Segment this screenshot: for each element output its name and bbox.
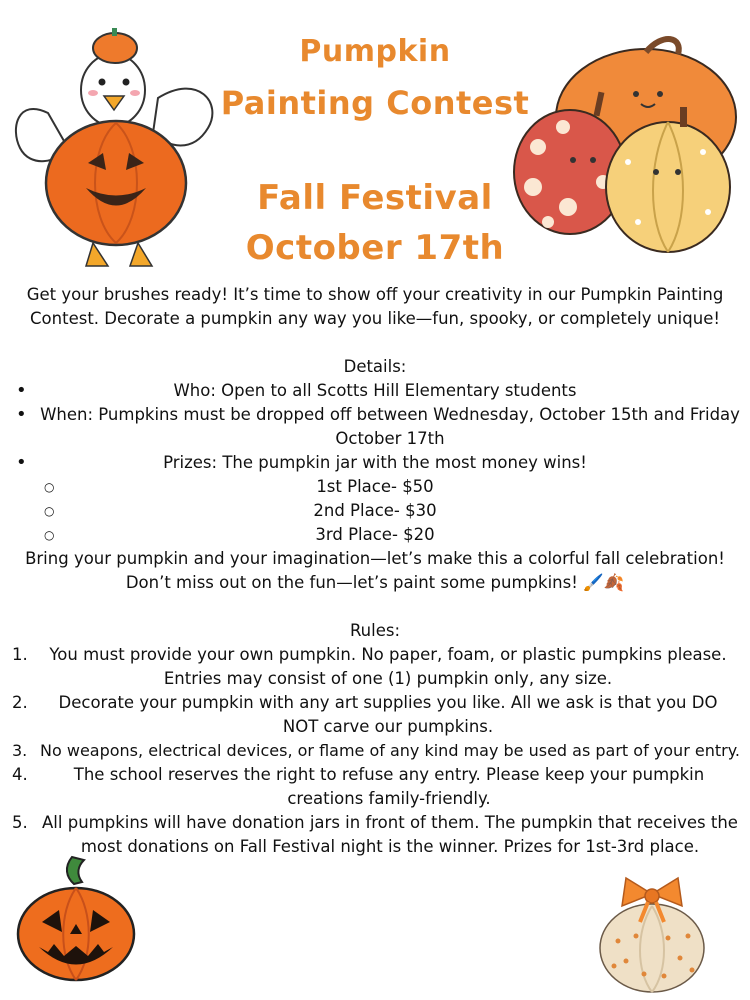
rule-item xyxy=(0,739,750,763)
rule-number: 5. xyxy=(12,813,28,832)
list-item xyxy=(0,499,750,523)
rule-text: No weapons, electrical devices, or flame of any kind may be used as part of your entry. xyxy=(40,741,740,760)
bow-pumpkin-illustration xyxy=(596,866,708,994)
details-who: Who: Open to all Scotts Hill Elementary students xyxy=(173,381,577,400)
circle-bullet-icon: ○ xyxy=(44,480,55,494)
event-date: October 17th xyxy=(245,228,505,268)
closing-line-1: Bring your pumpkin and your imagination—let’s make this a colorful fall celebration! xyxy=(25,549,725,568)
rule-item xyxy=(0,691,750,739)
rule-text: All pumpkins will have donation jars in front of them. The pumpkin that receives the most donations on Fall Festival night is the winner. Prizes for 1st-3rd place. xyxy=(42,813,738,856)
details-when: When: Pumpkins must be dropped off between Wednesday, October 15th and Friday October 17th xyxy=(40,405,740,448)
rule-text: You must provide your own pumpkin. No paper, foam, or plastic pumpkins please. Entries may consist of one (1) pumpkin only, any size. xyxy=(49,645,727,688)
rule-number: 3. xyxy=(12,741,28,760)
bullet-icon: • xyxy=(16,452,27,473)
details-heading: Details: xyxy=(343,357,407,376)
circle-bullet-icon: ○ xyxy=(44,528,55,542)
title-line-1: Pumpkin xyxy=(299,34,451,69)
closing-line-2: Don’t miss out on the fun—let’s paint some pumpkins! 🖌️🍂 xyxy=(125,573,625,592)
bullet-icon: • xyxy=(16,404,27,425)
prize-first: 1st Place- $50 xyxy=(316,477,434,496)
circle-bullet-icon: ○ xyxy=(44,504,55,518)
rule-item xyxy=(0,763,750,811)
bullet-icon: • xyxy=(16,380,27,401)
rules-heading: Rules: xyxy=(349,621,401,640)
rule-number: 1. xyxy=(12,645,28,664)
rule-text: The school reserves the right to refuse any entry. Please keep your pumpkin creations family-friendly. xyxy=(73,765,705,808)
event-name: Fall Festival xyxy=(257,178,493,218)
details-prizes: Prizes: The pumpkin jar with the most money wins! xyxy=(163,453,587,472)
list-item xyxy=(0,379,750,403)
rule-text: Decorate your pumpkin with any art supplies you like. All we ask is that you DO NOT carve our pumpkins. xyxy=(58,693,718,736)
rule-number: 2. xyxy=(12,693,28,712)
jack-o-lantern-illustration xyxy=(14,852,139,982)
intro-paragraph: Get your brushes ready! It’s time to show off your creativity in our Pumpkin Painting Contest. Decorate a pumpkin any way you like—fun, spooky, or completely unique! xyxy=(26,285,724,328)
prize-second: 2nd Place- $30 xyxy=(313,501,437,520)
list-item xyxy=(0,523,750,547)
title-line-2: Painting Contest xyxy=(220,84,530,122)
flyer-body xyxy=(0,283,750,859)
prize-third: 3rd Place- $20 xyxy=(315,525,435,544)
list-item xyxy=(0,403,750,451)
list-item xyxy=(0,475,750,499)
rule-item xyxy=(0,643,750,691)
rule-number: 4. xyxy=(12,765,28,784)
list-item xyxy=(0,451,750,475)
